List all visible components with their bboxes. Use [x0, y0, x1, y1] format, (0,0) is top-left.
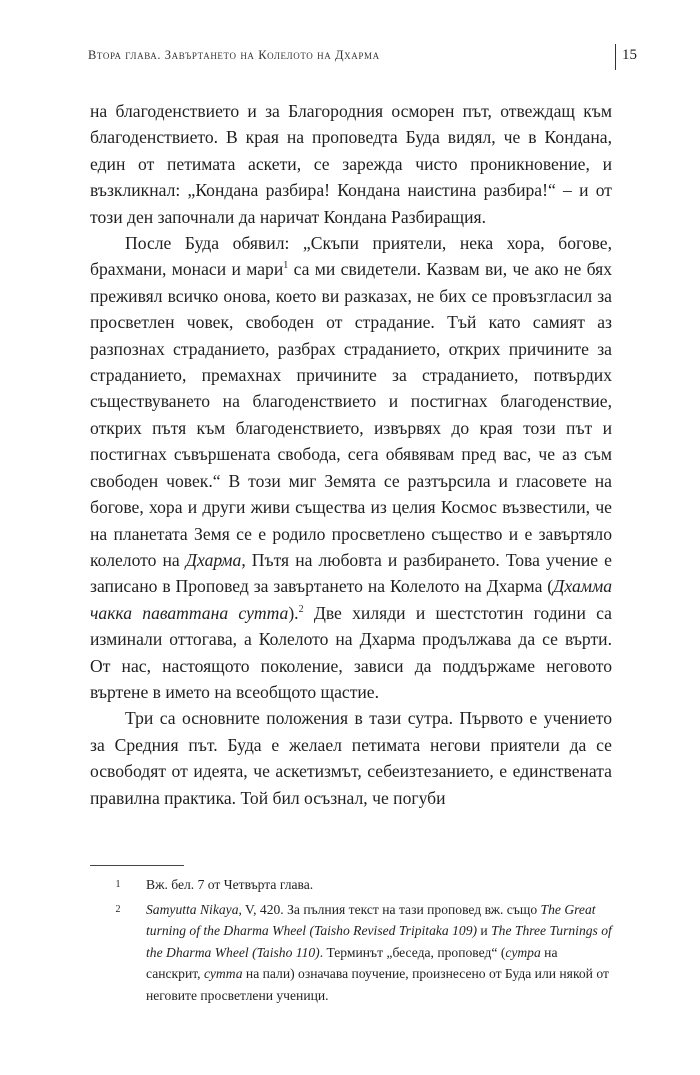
page-number: 15 — [622, 47, 637, 63]
fn2-text-3: . Терминът „беседа, проповед“ ( — [319, 944, 506, 960]
running-head: Втора глава. Завъртането на Колелото на Дхарма — [88, 48, 380, 62]
footnote-number: 2 — [115, 903, 121, 915]
footnote-ref-1: 1 — [283, 260, 289, 272]
p2-text-a: После Буда обявил: „Скъпи приятели, нека хора, богове, брахмани, монаси и мари — [90, 233, 612, 280]
p2-sutta-title: Дхамма чакка паваттана сутта — [90, 576, 612, 623]
fn2-italic-4: сутра — [505, 944, 541, 960]
body-text — [90, 98, 612, 811]
fn2-text-5: на пали) означава поучение, произнесено от Буда или някой от неговите просветлени ученици. — [146, 966, 609, 1003]
paragraph-1: на благоденствието и за Благородния осморен път, отвеждащ към благоденствието. В края на проповедта Буда видял, че в Кондана, един от петимата аскети, се зарежда чисто проникновение, и възкликнал: „Кондана разбира! Кондана наистина разбира!“ – и от този ден започнали да наричат Кондана Разбиращия. — [90, 101, 612, 227]
fn2-italic-2: The Great turning of the Dharma Wheel (Taisho Revised Tripitaka 109) — [146, 901, 596, 938]
footnote-number: 1 — [115, 879, 121, 890]
fn2-text-4: на санскрит, — [146, 944, 558, 981]
fn2-italic-3: The Three Turnings of the Dharma Wheel (Taisho 110) — [146, 923, 612, 960]
p2-text-c: , Пътя на любовта и разбирането. Това учение е записано в Проповед за завъртането на Колелото на Дхарма ( — [90, 549, 612, 597]
page-header — [88, 46, 637, 68]
paragraph-3: Три са основните положения в тази сутра. Първото е учението за Средния път. Буда е желаел петимата негови приятели да се освободят от идеята, че аскетизмът, себеизтезанието, е единствената правилна практика. Той бил осъзнал, че погуби — [90, 708, 612, 808]
p2-text-d: ). — [288, 602, 299, 623]
fn2-italic-5: сутта — [203, 966, 243, 981]
footnote-1 — [90, 874, 612, 896]
paragraph-2 — [90, 230, 612, 705]
p2-dharma: Дхарма — [185, 549, 242, 570]
fn2-text-1: , V, 420. За пълния текст на тази проповед вж. също — [238, 901, 541, 917]
p2-text-b: са ми свидетели. Казвам ви, че ако не бях преживял всичко онова, което ви разказах, не бих се провъзгласил за просветлен човек, свободен от страдание. Тъй като самият аз разпознах страданието, разбрах страданието, открих причините за страданието, премахнах причините за страданието, потвърдих съществуването на благоденствието и постигнах благоденствие, открих пътя към благоденствието, извървях до края този път и постигнах съвършената свобода, сега обявявам пред вас, че аз съм свободен човек.“ В този миг Земята се разтърсила и гласовете на богове, хора и други живи същества из целия Космос възвестили, че на планетата Земя се е родило просветлено същество и е завъртяло колелото на — [90, 259, 612, 570]
footnote-text: Вж. бел. 7 от Четвърта глава. — [146, 877, 314, 892]
footnote-divider — [90, 865, 184, 866]
footnote-text — [146, 899, 612, 1007]
footnotes — [90, 874, 612, 1009]
fn2-italic-1: Samyutta Nikaya — [146, 901, 239, 917]
header-divider — [615, 44, 616, 70]
fn2-text-2: и — [477, 923, 492, 938]
p2-text-e: Две хиляди и шестстотин години са изминали оттогава, а Колелото на Дхарма продължава да се върти. От нас, настоящото поколение, зависи да поддържаме неговото въртене в името на всеобщото щастие. — [90, 602, 612, 702]
footnote-2 — [90, 899, 612, 1007]
footnote-ref-2: 2 — [298, 603, 304, 615]
